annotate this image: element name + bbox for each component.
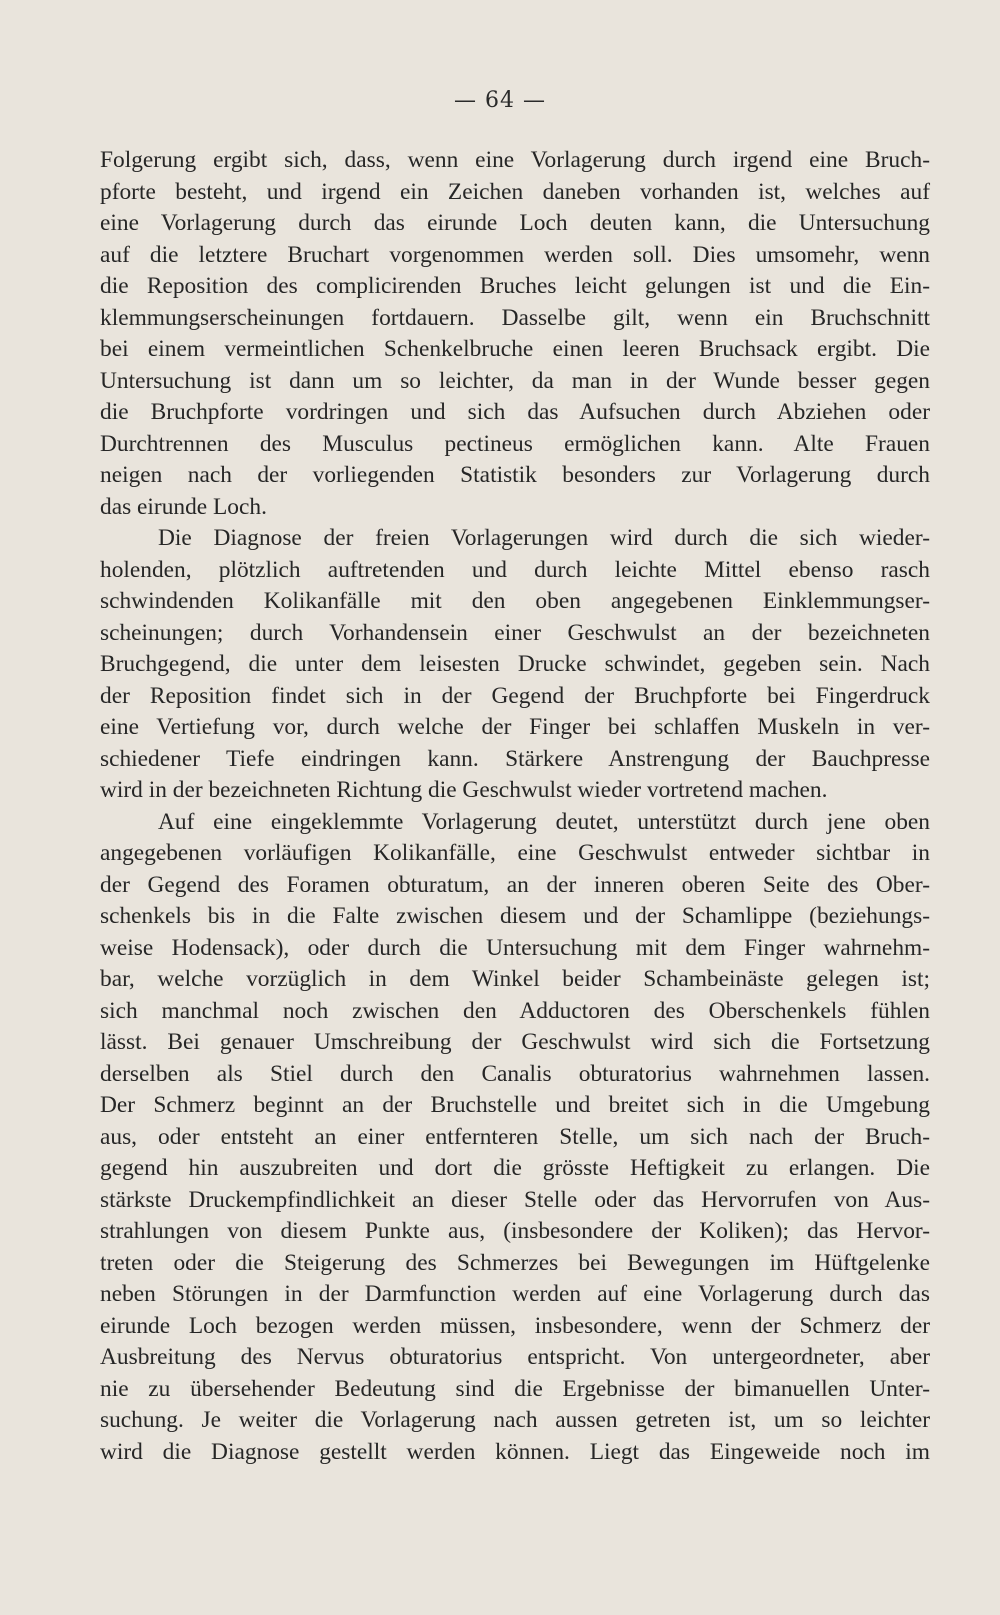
text-line: holenden, plötzlich auftretenden und durch leichte Mittel ebenso rasch — [100, 556, 930, 583]
paragraph — [100, 807, 930, 1469]
paragraph — [100, 523, 930, 807]
text-line: weise Hodensack), oder durch die Untersuchung mit dem Finger wahrnehm- — [100, 934, 930, 961]
text-line: wird die Diagnose gestellt werden können. Liegt das Eingeweide noch im — [100, 1438, 930, 1465]
text-line: eine Vorlagerung durch das eirunde Loch deuten kann, die Untersuchung — [100, 210, 930, 236]
text-line: scheinungen; durch Vorhandensein einer Geschwulst an der bezeichneten — [100, 619, 930, 646]
text-line: strahlungen von diesem Punkte aus, (insbesondere der Koliken); das Hervor- — [100, 1218, 930, 1244]
text-line: klemmungserscheinungen fortdauern. Dasselbe gilt, wenn ein Bruchschnitt — [100, 304, 930, 331]
text-line: angegebenen vorläufigen Kolikanfälle, eine Geschwulst entweder sichtbar in — [100, 840, 930, 866]
text-line: neigen nach der vorliegenden Statistik besonders zur Vorlagerung durch — [100, 462, 930, 488]
text-line: bar, welche vorzüglich in dem Winkel beider Schambeinäste gelegen ist; — [100, 966, 930, 992]
body-text — [100, 145, 930, 1468]
text-line: Die Diagnose der freien Vorlagerungen wird durch die sich wieder- — [158, 525, 930, 551]
text-line: treten oder die Steigerung des Schmerzes bei Bewegungen im Hüftgelenke — [100, 1249, 930, 1276]
text-line: derselben als Stiel durch den Canalis obturatorius wahrnehmen lassen. — [100, 1060, 930, 1087]
text-line: der Gegend des Foramen obturatum, an der inneren oberen Seite des Ober- — [100, 871, 930, 898]
text-line: Der Schmerz beginnt an der Bruchstelle und breitet sich in die Umgebung — [100, 1092, 930, 1118]
text-line: die Bruchpforte vordringen und sich das Aufsuchen durch Abziehen oder — [100, 399, 930, 425]
text-line: die Reposition des complicirenden Bruches leicht gelungen ist und die Ein- — [100, 273, 930, 299]
text-line: Folgerung ergibt sich, dass, wenn eine Vorlagerung durch irgend eine Bruch- — [100, 147, 930, 173]
text-line: Bruchgegend, die unter dem leisesten Drucke schwindet, gegeben sein. Nach — [100, 651, 930, 677]
text-line: neben Störungen in der Darmfunction werden auf eine Vorlagerung durch das — [100, 1281, 930, 1307]
text-line: eine Vertiefung vor, durch welche der Finger bei schlaffen Muskeln in ver- — [100, 714, 930, 740]
page-number: — 64 — — [454, 88, 546, 113]
text-line: lässt. Bei genauer Umschreibung der Geschwulst wird sich die Fortsetzung — [100, 1029, 930, 1055]
text-line: eirunde Loch bezogen werden müssen, insbesondere, wenn der Schmerz der — [100, 1312, 930, 1339]
paragraph — [100, 145, 930, 523]
text-line: auf die letztere Bruchart vorgenommen werden soll. Dies umsomehr, wenn — [100, 241, 930, 268]
text-line: aus, oder entsteht an einer entfernteren Stelle, um sich nach der Bruch- — [100, 1123, 930, 1150]
text-line: nie zu übersehender Bedeutung sind die Ergebnisse der bimanuellen Unter- — [100, 1375, 930, 1402]
text-line: schiedener Tiefe eindringen kann. Stärkere Anstrengung der Bauchpresse — [100, 745, 930, 772]
text-line: stärkste Druckempfindlichkeit an dieser Stelle oder das Hervorrufen von Aus- — [100, 1186, 930, 1213]
text-line: der Reposition findet sich in der Gegend der Bruchpforte bei Fingerdruck — [100, 682, 930, 709]
text-line: gegend hin auszubreiten und dort die grösste Heftigkeit zu erlangen. Die — [100, 1155, 930, 1181]
text-line: suchung. Je weiter die Vorlagerung nach aussen getreten ist, um so leichter — [100, 1407, 930, 1433]
text-line: bei einem vermeintlichen Schenkelbruche einen leeren Bruchsack ergibt. Die — [100, 336, 930, 362]
text-line: Ausbreitung des Nervus obturatorius entspricht. Von untergeordneter, aber — [100, 1344, 930, 1370]
text-line: pforte besteht, und irgend ein Zeichen daneben vorhanden ist, welches auf — [100, 178, 930, 205]
text-line: schwindenden Kolikanfälle mit den oben angegebenen Einklemmungser- — [100, 588, 930, 614]
text-line: Untersuchung ist dann um so leichter, da man in der Wunde besser gegen — [100, 367, 930, 394]
text-line: Auf eine eingeklemmte Vorlagerung deutet, unterstützt durch jene oben — [158, 808, 930, 835]
text-line: wird in der bezeichneten Richtung die Geschwulst wieder vortretend machen. — [100, 777, 828, 803]
text-line: sich manchmal noch zwischen den Adductoren des Oberschenkels fühlen — [100, 997, 930, 1024]
text-line: das eirunde Loch. — [100, 493, 267, 520]
text-line: schenkels bis in die Falte zwischen diesem und der Schamlippe (beziehungs- — [100, 903, 930, 929]
text-line: Durchtrennen des Musculus pectineus ermöglichen kann. Alte Frauen — [100, 430, 930, 457]
